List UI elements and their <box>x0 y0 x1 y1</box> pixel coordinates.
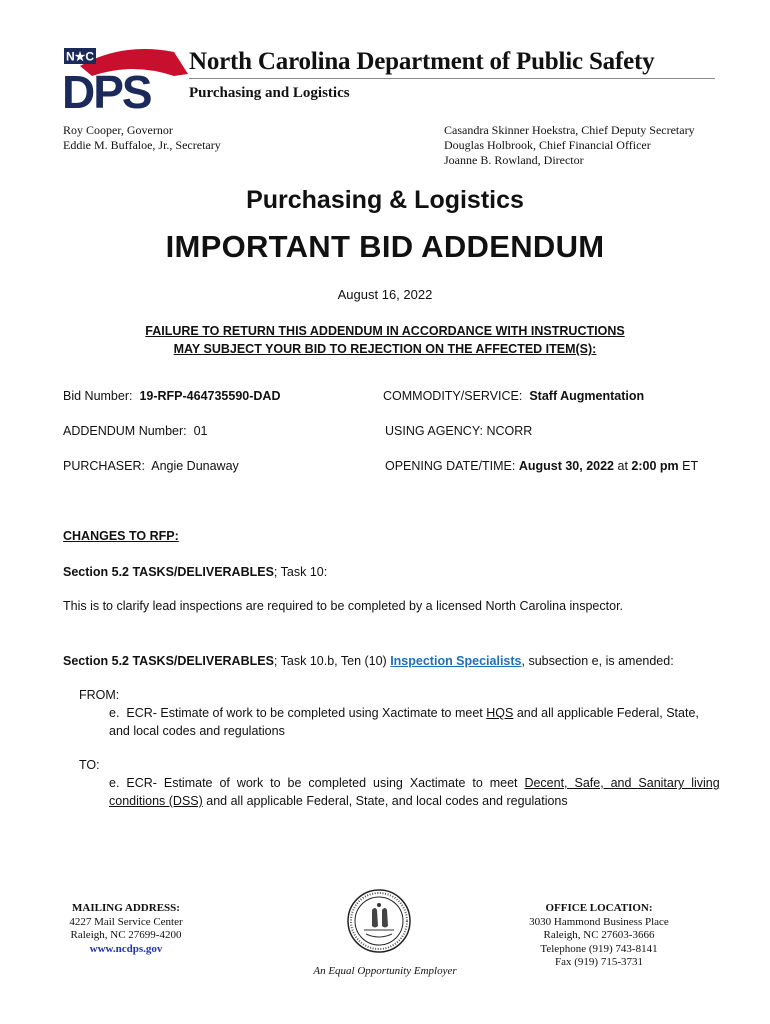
change-1-text: This is to clarify lead inspections are required to be completed by a licensed North Carolina inspector. <box>63 599 624 613</box>
to-line-2 <box>109 792 709 810</box>
to-text <box>109 774 720 810</box>
from-line-2: and local codes and regulations <box>109 724 285 738</box>
document-date: August 16, 2022 <box>337 287 433 302</box>
official-cfo: Douglas Holbrook, Chief Financial Officer <box>444 138 651 152</box>
mailing-line-1: 4227 Mail Service Center <box>69 915 183 928</box>
logo-nc-text: N★C <box>65 49 95 64</box>
division-name: Purchasing and Logistics <box>189 85 350 101</box>
agency-value: NCORR <box>486 424 533 438</box>
using-agency-field <box>385 424 532 438</box>
bid-number-field <box>63 389 280 403</box>
purchaser-label: PURCHASER: <box>63 459 145 473</box>
inspection-specialists-link[interactable]: Inspection Specialists <box>390 654 522 668</box>
change-2-end: , subsection e, is amended: <box>521 654 674 668</box>
from-hqs: HQS <box>486 706 514 720</box>
from-pre: e. ECR- Estimate of work to be completed using Xactimate to meet <box>109 706 487 720</box>
to-dss-2: conditions (DSS) <box>109 794 203 808</box>
to-pre: e. ECR- Estimate of work to be completed using Xactimate to meet <box>109 776 525 790</box>
official-secretary: Eddie M. Buffaloe, Jr., Secretary <box>63 138 221 152</box>
from-line-1 <box>109 704 709 722</box>
to-label: TO: <box>79 758 100 772</box>
website-link[interactable]: www.ncdps.gov <box>89 942 163 955</box>
to-post: and all applicable Federal, State, and local codes and regulations <box>202 794 568 808</box>
logo-dps-text: DPS <box>62 66 151 110</box>
office-line-2: Raleigh, NC 27603-3666 <box>543 929 655 941</box>
page-title: Purchasing & Logistics <box>246 186 524 214</box>
official-governor: Roy Cooper, Governor <box>63 123 173 137</box>
from-label: FROM: <box>79 688 120 702</box>
equal-opportunity-statement: An Equal Opportunity Employer <box>313 965 457 977</box>
mailing-heading: MAILING ADDRESS: <box>72 902 180 914</box>
office-heading: OFFICE LOCATION: <box>545 902 653 914</box>
opening-date-field <box>385 459 698 473</box>
addendum-label: ADDENDUM Number: <box>63 424 187 438</box>
agency-label: USING AGENCY: <box>385 424 483 438</box>
department-name: North Carolina Department of Public Safety <box>189 48 655 75</box>
opening-timezone: ET <box>682 459 699 473</box>
purchaser-field <box>63 459 239 473</box>
change-2-heading <box>63 652 674 670</box>
from-text <box>109 704 709 740</box>
office-phone: Telephone (919) 743-8141 <box>540 942 658 955</box>
officials-left <box>63 123 221 153</box>
change-1-section: Section 5.2 TASKS/DELIVERABLES <box>63 565 274 579</box>
change-1-heading <box>63 563 327 581</box>
change-2-section: Section 5.2 TASKS/DELIVERABLES <box>63 654 274 668</box>
mailing-address <box>63 902 189 956</box>
office-fax: Fax (919) 715-3731 <box>555 956 643 968</box>
office-location <box>521 902 677 970</box>
changes-heading: CHANGES TO RFP: <box>63 529 179 543</box>
to-dss-1: Decent, Safe, and Sanitary living <box>524 776 720 790</box>
commodity-field <box>383 389 644 403</box>
commodity-value: Staff Augmentation <box>529 389 645 403</box>
officials-right <box>444 123 695 168</box>
rejection-warning <box>0 322 770 358</box>
warning-line-1: FAILURE TO RETURN THIS ADDENDUM IN ACCORDANCE WITH INSTRUCTIONS <box>145 324 625 338</box>
opening-label: OPENING DATE/TIME: <box>385 459 516 473</box>
dps-logo <box>62 46 188 110</box>
warning-line-2: MAY SUBJECT YOUR BID TO REJECTION ON THE AFFECTED ITEM(S): <box>173 342 597 356</box>
opening-at: at <box>617 459 628 473</box>
official-director: Joanne B. Rowland, Director <box>444 153 584 167</box>
addendum-number-field <box>63 424 208 438</box>
header-divider <box>189 78 715 79</box>
opening-time-value: 2:00 pm <box>631 459 679 473</box>
addendum-value: 01 <box>193 424 208 438</box>
purchaser-value: Angie Dunaway <box>151 459 239 473</box>
bid-number-label: Bid Number: <box>63 389 133 403</box>
commodity-label: COMMODITY/SERVICE: <box>383 389 523 403</box>
opening-date-value: August 30, 2022 <box>518 459 615 473</box>
page-subtitle: IMPORTANT BID ADDENDUM <box>165 229 605 264</box>
bid-number-value: 19-RFP-464735590-DAD <box>139 389 281 403</box>
change-1-task: ; Task 10: <box>273 565 328 579</box>
from-post: and all applicable Federal, State, <box>513 706 699 720</box>
to-line-1 <box>109 774 720 792</box>
official-deputy-secretary: Casandra Skinner Hoekstra, Chief Deputy Secretary <box>444 123 695 137</box>
mailing-line-2: Raleigh, NC 27699-4200 <box>70 929 182 941</box>
state-seal-icon <box>346 888 412 954</box>
change-2-task: ; Task 10.b, Ten (10) <box>273 654 391 668</box>
office-line-1: 3030 Hammond Business Place <box>529 915 669 928</box>
